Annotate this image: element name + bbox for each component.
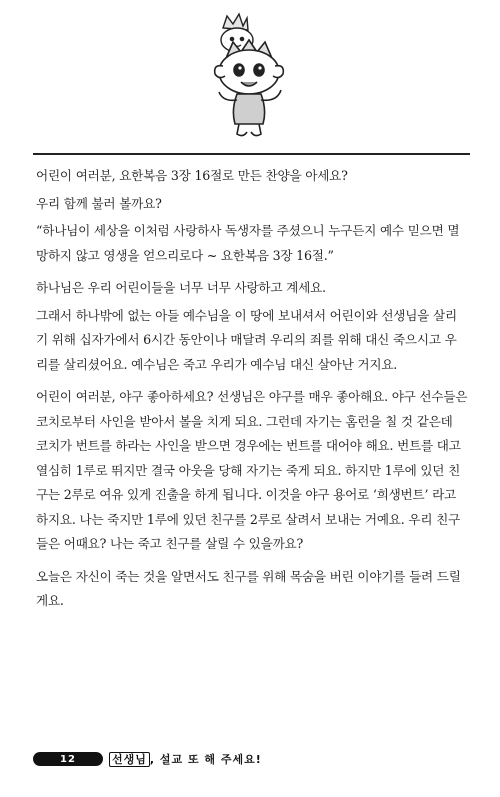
book-title-rest: , 설교 또 해 주세요!	[149, 753, 262, 766]
paragraph: 하나님은 우리 어린이들을 너무 너무 사랑하고 계세요.	[36, 280, 326, 295]
paragraph: 어린이 여러분, 야구 좋아하세요? 선생님은 야구를 매우 좋아해요. 야구 선수들은 코치로부터 사인을 받아서 볼을 치게 되요. 그런데 자기는 홈런을 칠 것 같은데 코치가 번트를 하라는 사인을 받으면 경우에는 번트를 대어야 해요. 번트를 대고 열심히 1루로 뛰지만 결국 아웃을 당해 자기는 죽게 되요. 하지만 1루에 있던 친구는 2루로 여유 있게 진출을 하게 됩니다. 이것을 야구 용어로 ‘희생번트’ 라고 하지요. 나는 죽지만 1루에 있던 친구를 2루로 살려서 보내는 거예요. 우리 친구들은 어때요? 나는 죽고 친구를 살릴 수 있을까요?	[36, 389, 468, 551]
character-body-icon	[219, 90, 281, 136]
character-face-icon	[215, 50, 284, 94]
bible-verse: “하나님이 세상을 이처럼 사랑하사 독생자를 주셨으니 누구든지 예수 믿으면 멸망하지 않고 영생을 얻으리로다 ~ 요한복음 3장 16절.”	[36, 223, 460, 263]
top-divider	[33, 153, 470, 155]
page-footer	[33, 748, 470, 770]
book-title-highlight: 선생님	[109, 752, 150, 767]
book-title	[109, 751, 262, 767]
paragraph: 오늘은 자신이 죽는 것을 알면서도 친구를 위해 목숨을 버린 이야기를 들려 드릴게요.	[36, 568, 461, 608]
page-number: 12	[33, 752, 103, 766]
body-text	[36, 164, 468, 622]
mascot-illustration	[193, 6, 305, 146]
paragraph: 그래서 하나밖에 없는 아들 예수님을 이 땅에 보내셔서 어린이와 선생님을 살리기 위해 십자가에서 6시간 동안이나 매달려 우리의 죄를 위해 대신 죽으시고 우리를 살리셨어요. 예수님은 죽고 우리가 예수님 대신 살아난 거지요.	[36, 307, 457, 372]
paragraph: 어린이 여러분, 요한복음 3장 16절로 만든 찬양을 아세요?	[36, 168, 348, 183]
paragraph: 우리 함께 불러 볼까요?	[36, 195, 162, 211]
